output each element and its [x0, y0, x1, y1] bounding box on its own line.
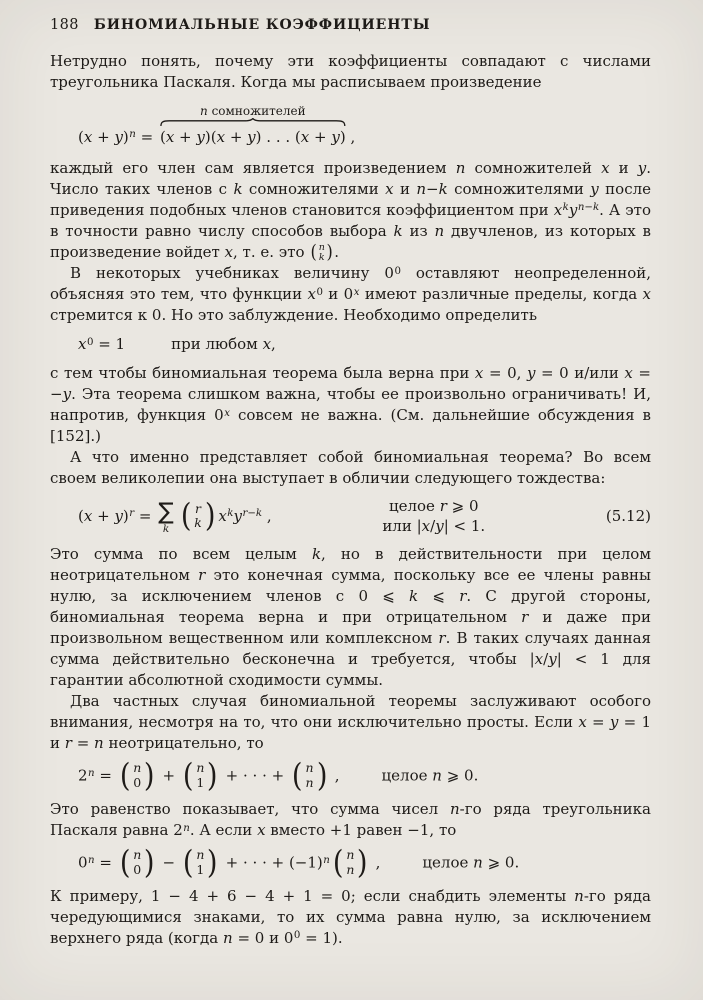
- math-variable: x: [353, 286, 360, 298]
- paragraph: [50, 51, 651, 93]
- text-run: = −: [50, 364, 651, 404]
- math-variable: x: [534, 650, 544, 669]
- superscript: [88, 855, 95, 866]
- math-variable: n: [88, 854, 95, 866]
- text-run: -го ряда чередующимися знаками, то их сумма равна нулю, за исключением верхнего ряда (когда: [50, 886, 651, 947]
- superscript: [227, 508, 233, 519]
- display-formula: [78, 103, 651, 148]
- binomial-top: [305, 761, 313, 775]
- math-variable: x: [624, 364, 633, 383]
- math-variable: r: [459, 587, 467, 606]
- math-variable: r: [438, 629, 446, 648]
- superscript: [394, 266, 400, 277]
- math-variable: k: [162, 523, 170, 536]
- right-paren-icon: ): [144, 842, 155, 881]
- text-run: 0: [316, 286, 323, 298]
- paragraph: [50, 447, 651, 489]
- text-run: 0: [293, 930, 301, 942]
- text-run: сомножителей: [465, 158, 602, 177]
- right-paren-icon: ): [326, 241, 333, 264]
- left-paren-icon: (: [119, 756, 131, 795]
- math-variable: k: [409, 587, 419, 606]
- math-variable: n: [449, 800, 460, 819]
- text-run: = 0 и 0: [232, 928, 294, 947]
- math-variable: k: [227, 508, 234, 520]
- overbrace-group: [159, 103, 346, 148]
- binomial-stack: [318, 243, 326, 264]
- math-variable: x: [257, 821, 266, 840]
- binomial-stack: [194, 848, 206, 877]
- superscript: [354, 287, 360, 298]
- text-run: . Число таких членов с: [50, 158, 651, 198]
- text-run: К примеру, 1 − 4 + 6 − 4 + 1 = 0; если снабдить элементы: [50, 886, 575, 905]
- text-run: целое: [381, 766, 433, 785]
- math-variable: y: [233, 506, 242, 525]
- math-variable: y: [590, 179, 599, 198]
- math-variable: k: [233, 179, 243, 198]
- text-run: ⩾ 0.: [482, 853, 520, 872]
- text-run: целое: [388, 497, 440, 516]
- binomial-coefficient: [182, 842, 219, 881]
- left-paren-icon: (: [180, 496, 192, 535]
- math-variable: r: [242, 508, 248, 520]
- binomial-bottom: [305, 776, 313, 790]
- text-run: =: [134, 506, 157, 525]
- left-paren-icon: (: [291, 756, 303, 795]
- text-run: неотрицательно, то: [103, 734, 264, 753]
- text-run: стремится к 0. Но это заблуждение. Необходимо определить: [50, 306, 538, 325]
- text-run: ⩽: [418, 587, 460, 606]
- text-run: | < 1 для гарантии абсолютной сходимости суммы.: [50, 650, 652, 690]
- binomial-top: [195, 502, 201, 516]
- superscript: [224, 408, 230, 419]
- math-variable: n: [183, 822, 190, 834]
- text-run: имеют различные пределы, когда: [359, 285, 643, 304]
- text-run: ) . . . (: [255, 127, 301, 146]
- formula-expression: [78, 103, 356, 148]
- math-variable: r: [129, 508, 135, 520]
- text-run: . А это в точности равно числу способов выбора: [50, 200, 651, 240]
- math-variable: x: [224, 242, 234, 261]
- text-run: ): [339, 127, 346, 146]
- math-variable: n: [323, 854, 330, 866]
- formula-expression: [78, 334, 276, 355]
- text-run: Два частных случая биномиальной теоремы заслуживают особого внимания, несмотря на то, что они исключительно просты. Если: [50, 692, 651, 732]
- display-formula: [78, 497, 651, 536]
- right-paren-icon: ): [207, 842, 218, 881]
- binomial-stack: [194, 761, 206, 790]
- text-run: 1: [196, 861, 205, 877]
- binomial-bottom: [133, 863, 141, 877]
- binomial-coefficient: [291, 756, 328, 795]
- text-run: +: [174, 127, 197, 146]
- math-variable: x: [300, 127, 310, 146]
- formula-expression: [78, 842, 520, 881]
- text-run: −: [426, 179, 439, 198]
- text-run: ): [122, 506, 129, 525]
- math-variable: x: [307, 285, 316, 304]
- text-run: совсем не важна. (См. дальнейшие обсуждения в [152].): [50, 406, 651, 446]
- text-run: из: [402, 221, 435, 240]
- math-variable: x: [165, 127, 175, 146]
- binomial-stack: [344, 848, 356, 877]
- text-run: (: [78, 127, 84, 146]
- text-run: , но в действительности при целом неотрицательном: [50, 545, 652, 585]
- text-run: 0: [133, 861, 142, 877]
- math-variable: r: [195, 500, 202, 516]
- paragraph: [50, 363, 651, 447]
- math-variable: k: [592, 202, 600, 214]
- math-variable: x: [474, 364, 484, 383]
- text-run: ,: [345, 127, 356, 146]
- paragraph: [50, 158, 651, 263]
- math-variable: n: [196, 760, 205, 776]
- binomial-stack: [303, 761, 315, 790]
- text-run: и 0: [322, 285, 354, 304]
- text-run: = 1: [93, 335, 126, 354]
- condition-line: [382, 497, 485, 517]
- text-run: /: [543, 650, 549, 669]
- math-variable: x: [218, 506, 227, 525]
- binomial-stack: [192, 502, 204, 531]
- binomial-bottom: [319, 253, 325, 263]
- math-variable: k: [194, 514, 202, 530]
- math-variable: n: [200, 103, 208, 118]
- binomial-coefficient: [119, 842, 156, 881]
- math-variable: y: [568, 200, 578, 219]
- text-run: это конечная сумма, поскольку все ее члены равны нулю, за исключением членов с 0 ⩽: [50, 566, 651, 606]
- display-formula: [78, 756, 651, 795]
- left-paren-icon: (: [310, 241, 318, 264]
- text-run: ⩾ 0.: [441, 766, 479, 785]
- text-run: = 0 и/или: [535, 364, 625, 383]
- text-run: с тем чтобы биномиальная теорема была верна при: [50, 364, 475, 383]
- text-run: .: [334, 242, 340, 261]
- text-run: | < 1.: [443, 516, 486, 535]
- math-variable: n: [305, 760, 314, 776]
- text-run: = 1 и: [50, 713, 651, 753]
- binomial-coefficient: [182, 756, 219, 795]
- right-paren-icon: ): [207, 756, 218, 795]
- text-run: ,: [271, 335, 276, 354]
- math-variable: n: [223, 928, 233, 947]
- math-variable: n: [574, 886, 584, 905]
- binomial-top: [346, 848, 354, 862]
- binomial-bottom: [196, 776, 204, 790]
- text-run: сомножителями: [242, 179, 386, 198]
- left-paren-icon: (: [182, 756, 194, 795]
- text-run: ⩾ 0: [446, 497, 479, 516]
- math-variable: x: [553, 200, 563, 219]
- text-run: двучленов, из которых в произведение войдет: [50, 221, 651, 261]
- text-run: и даже при произвольном вещественном или комплексном: [50, 608, 651, 648]
- text-run: −: [584, 202, 593, 214]
- binomial-coefficient: [332, 842, 369, 881]
- display-formula: [78, 842, 651, 881]
- math-variable: n: [196, 847, 205, 863]
- binomial-top: [133, 761, 141, 775]
- left-paren-icon: (: [119, 842, 131, 881]
- binomial-bottom: [196, 863, 204, 877]
- math-variable: x: [83, 506, 93, 525]
- math-variable: n: [434, 221, 445, 240]
- text-run: и: [609, 158, 638, 177]
- math-variable: r: [521, 608, 529, 627]
- equation-number: (5.12): [605, 507, 651, 526]
- binomial-top: [133, 848, 141, 862]
- math-variable: n: [473, 853, 483, 872]
- superscript: [129, 129, 136, 140]
- text-run: +: [225, 127, 248, 146]
- binomial-stack: [131, 848, 143, 877]
- text-run: 2: [78, 766, 88, 785]
- math-variable: n: [305, 774, 314, 790]
- binomial-bottom: [133, 776, 141, 790]
- text-run: =: [135, 127, 158, 146]
- math-variable: y: [62, 385, 72, 404]
- text-run: В некоторых учебниках величину 0: [70, 264, 394, 283]
- math-variable: n: [346, 861, 355, 877]
- superscript: [323, 855, 330, 866]
- text-run: =: [94, 853, 117, 872]
- right-paren-icon: ): [357, 842, 368, 881]
- math-variable: y: [114, 127, 123, 146]
- text-run: ,: [370, 853, 381, 872]
- binomial-top: [196, 761, 204, 775]
- math-variable: y: [435, 516, 444, 535]
- math-variable: r: [439, 497, 447, 516]
- page-header: [50, 18, 651, 34]
- equation-conditions: [382, 497, 485, 536]
- paragraph: [50, 691, 651, 754]
- text-run: . С другой стороны, биномиальная теорема верна и при отрицательном: [50, 587, 651, 627]
- math-variable: n: [455, 158, 466, 177]
- overbrace-content: [160, 128, 346, 146]
- binomial-coefficient: [180, 496, 217, 535]
- math-variable: y: [637, 158, 647, 177]
- math-variable: y: [548, 650, 557, 669]
- overbrace-label: [160, 105, 346, 117]
- math-variable: x: [421, 516, 431, 535]
- math-variable: y: [526, 364, 536, 383]
- math-variable: x: [78, 335, 87, 354]
- text-run: 0: [394, 265, 401, 277]
- math-variable: x: [83, 127, 93, 146]
- text-run: = 0,: [483, 364, 527, 383]
- right-paren-icon: ): [316, 756, 328, 795]
- horizontal-space: [125, 348, 171, 349]
- math-variable: k: [562, 202, 569, 214]
- superscript: [316, 287, 322, 298]
- paragraph: [50, 799, 651, 841]
- binomial-bottom: [194, 516, 202, 530]
- display-formula: [78, 334, 651, 355]
- math-variable: n: [133, 847, 142, 863]
- math-variable: y: [114, 506, 123, 525]
- text-run: + · · · +: [220, 766, 289, 785]
- text-run: . А если: [189, 821, 258, 840]
- math-variable: n: [577, 202, 585, 214]
- superscript: [183, 823, 190, 834]
- text-run: +: [309, 127, 332, 146]
- left-paren-icon: (: [332, 842, 344, 881]
- text-run: сомножителей: [207, 103, 306, 118]
- text-run: после приведения подобных членов становится коэффициентом при: [50, 179, 652, 219]
- math-variable: x: [385, 179, 394, 198]
- math-variable: n: [88, 768, 95, 780]
- right-paren-icon: ): [204, 496, 216, 535]
- text-run: вместо +1 равен −1, то: [265, 821, 457, 840]
- text-run: сомножителями: [447, 179, 591, 198]
- text-run: оставляют неопределенной, объясняя это тем, что функции: [50, 264, 651, 304]
- text-run: -го ряда треугольника Паскаля равна 2: [50, 800, 651, 840]
- math-variable: n: [346, 847, 355, 863]
- math-variable: r: [64, 734, 72, 753]
- math-variable: y: [247, 127, 256, 146]
- text-run: ,: [262, 506, 272, 525]
- text-run: + · · · + (−1): [220, 853, 323, 872]
- text-run: )(: [204, 127, 217, 146]
- math-variable: x: [262, 335, 272, 354]
- text-run: или |: [382, 516, 422, 535]
- text-run: 0: [86, 336, 94, 348]
- text-run: ,: [329, 766, 340, 785]
- condition-line: [382, 517, 485, 537]
- text-run: /: [430, 516, 436, 535]
- math-variable: k: [311, 545, 322, 564]
- page-number: 188: [50, 17, 79, 33]
- text-run: =: [94, 766, 117, 785]
- math-variable: n: [416, 179, 427, 198]
- math-variable: k: [255, 508, 263, 520]
- superscript: [578, 202, 599, 213]
- binomial-coefficient: [119, 756, 156, 795]
- text-run: =: [71, 734, 95, 753]
- math-variable: k: [318, 251, 325, 263]
- math-variable: r: [198, 566, 206, 585]
- binomial-stack: [131, 761, 143, 790]
- text-run: +: [92, 506, 115, 525]
- text-run: А что именно представляет собой биномиальная теорема? Во всем своем великолепии она выступает в обличии следующего тождества:: [50, 448, 651, 488]
- text-run: целое: [422, 853, 474, 872]
- summation-sign: [158, 501, 174, 535]
- superscript: [242, 508, 262, 519]
- text-run: , т. е. это: [233, 242, 310, 261]
- math-variable: n: [129, 129, 136, 141]
- paragraph: [50, 886, 651, 949]
- sigma-icon: ∑: [158, 499, 174, 526]
- horizontal-space: [380, 867, 422, 868]
- horizontal-space: [340, 780, 382, 781]
- text-run: −: [247, 508, 256, 520]
- text-run: −: [157, 853, 180, 872]
- text-run: Нетрудно понять, почему эти коэффициенты совпадают с числами треугольника Паскаля. Когда мы расписываем произведение: [50, 51, 651, 91]
- superscript: [87, 337, 93, 348]
- text-run: Это сумма по всем целым: [50, 545, 312, 564]
- text-run: ): [122, 127, 129, 146]
- math-variable: y: [196, 127, 205, 146]
- text-run: (: [159, 127, 166, 146]
- text-run: =: [586, 713, 610, 732]
- math-variable: x: [642, 285, 652, 304]
- left-paren-icon: (: [182, 842, 194, 881]
- superscript: [88, 768, 95, 779]
- text-run: каждый его член сам является произведением: [50, 158, 456, 177]
- math-variable: n: [133, 760, 142, 776]
- text-run: Это равенство показывает, что сумма чисел: [50, 800, 450, 819]
- text-run: . Эта теорема слишком важна, чтобы ее произвольно ограничивать! И, напротив, функция 0: [50, 385, 651, 425]
- math-variable: x: [224, 407, 230, 419]
- text-run: при любом: [171, 335, 263, 354]
- binomial-coefficient: [310, 243, 333, 264]
- text-run: = 1).: [300, 928, 343, 947]
- math-variable: n: [318, 241, 325, 253]
- math-variable: x: [216, 127, 226, 146]
- binomial-top: [196, 848, 204, 862]
- text-run: 0: [78, 853, 88, 872]
- formula-expression: [78, 496, 272, 536]
- superscript: [129, 508, 134, 519]
- text-run: . В таких случаях данная сумма действительно бесконечна и требуется, чтобы |: [50, 629, 651, 669]
- text-run: +: [157, 766, 180, 785]
- paragraph: [50, 263, 651, 326]
- paragraph: [50, 544, 651, 691]
- binomial-bottom: [346, 863, 354, 877]
- superscript: [563, 202, 569, 213]
- page-body: [50, 51, 651, 949]
- math-variable: y: [331, 127, 340, 146]
- math-variable: k: [438, 179, 448, 198]
- math-variable: x: [578, 713, 587, 732]
- math-variable: x: [601, 158, 610, 177]
- math-variable: y: [609, 713, 619, 732]
- right-paren-icon: ): [144, 756, 155, 795]
- math-variable: n: [432, 766, 442, 785]
- text-run: и: [393, 179, 417, 198]
- text-run: (: [78, 506, 84, 525]
- superscript: [294, 930, 300, 941]
- formula-expression: [78, 756, 479, 795]
- overbrace-icon: [160, 118, 346, 126]
- math-variable: k: [393, 221, 403, 240]
- text-run: 1: [196, 774, 205, 790]
- summation-index: [163, 524, 169, 535]
- chapter-title: БИНОМИАЛЬНЫЕ КОЭФФИЦИЕНТЫ: [93, 17, 431, 33]
- math-variable: n: [94, 734, 104, 753]
- text-run: +: [92, 127, 115, 146]
- text-run: 0: [133, 774, 142, 790]
